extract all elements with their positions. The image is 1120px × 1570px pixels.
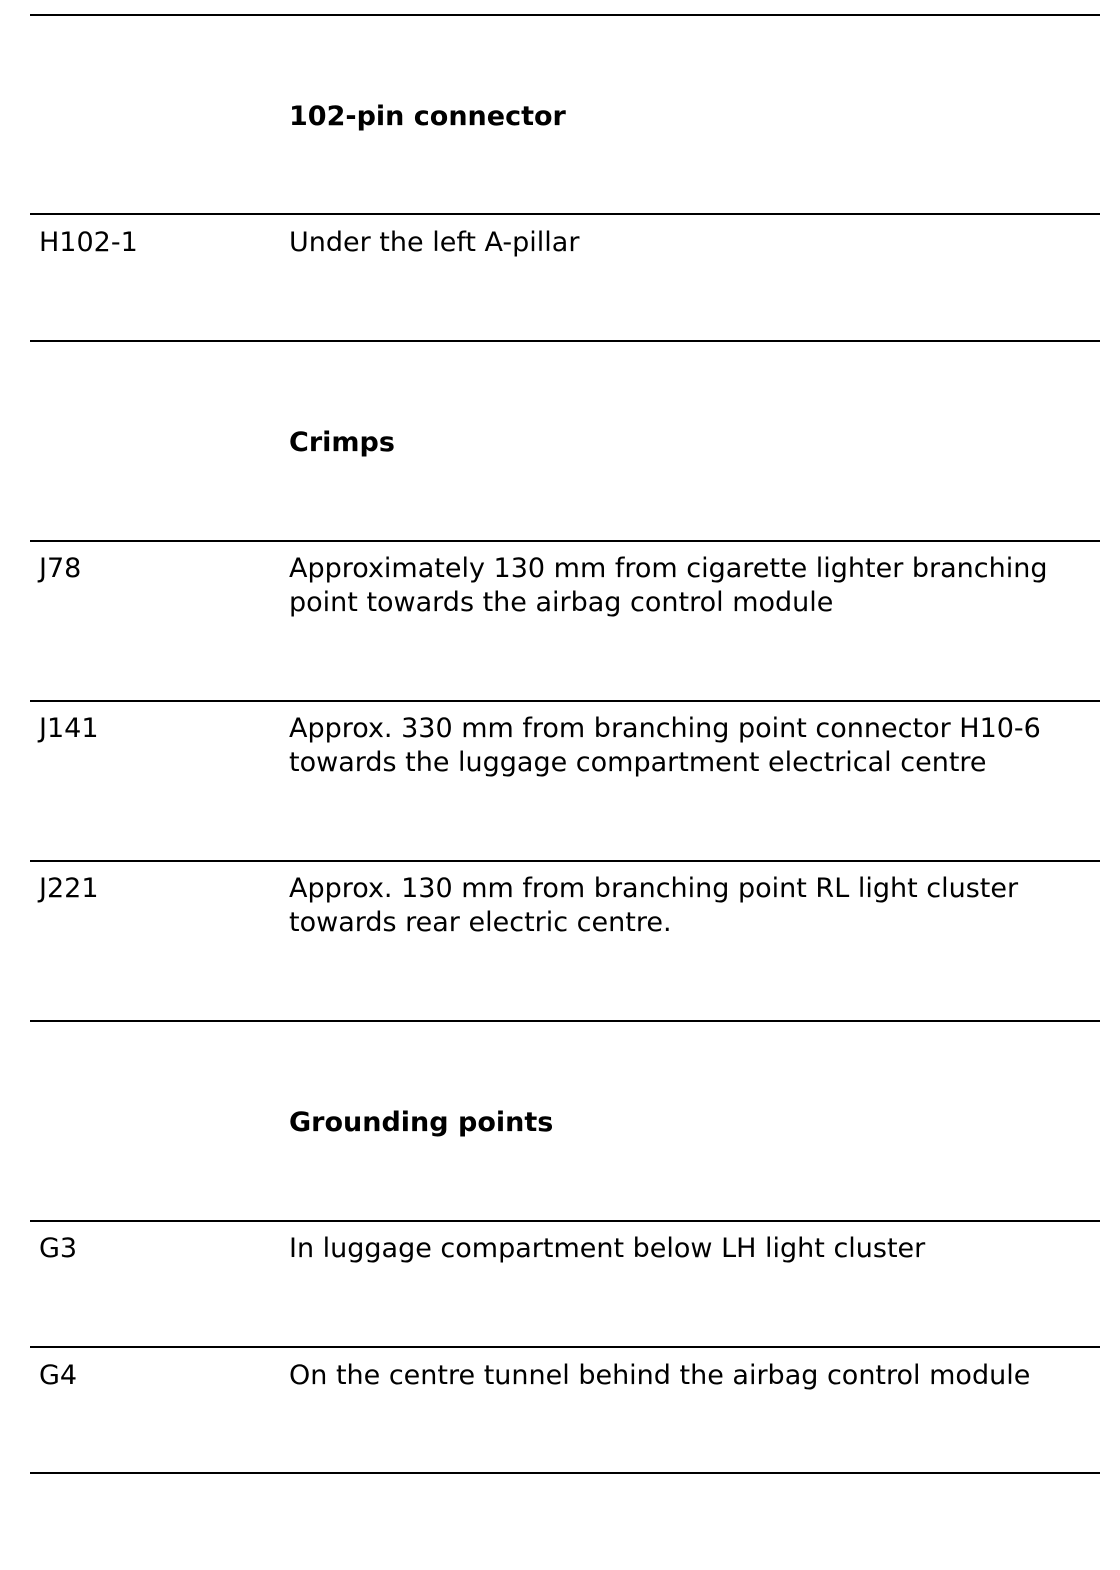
row-description <box>289 1359 1094 1393</box>
row-code: J78 <box>39 553 82 584</box>
row-description <box>289 1232 1094 1266</box>
table-rule <box>30 1220 1100 1222</box>
row-code: G4 <box>39 1360 78 1391</box>
table-rule <box>30 340 1100 342</box>
table-rule <box>30 213 1100 215</box>
row-code: J141 <box>39 713 99 744</box>
row-description <box>289 552 1094 620</box>
description-line: Approx. 330 mm from branching point connector H10-6 <box>289 713 1041 744</box>
description-line: towards rear electric centre. <box>289 907 672 938</box>
row-description <box>289 226 1094 260</box>
description-line: On the centre tunnel behind the airbag control module <box>289 1360 1031 1391</box>
row-description <box>289 872 1094 940</box>
section-heading: 102-pin connector <box>289 101 566 132</box>
description-line: towards the luggage compartment electrical centre <box>289 747 987 778</box>
description-line: point towards the airbag control module <box>289 587 834 618</box>
row-description <box>289 712 1094 780</box>
table-rule <box>30 540 1100 542</box>
table-rule <box>30 1020 1100 1022</box>
section-heading: Crimps <box>289 427 395 458</box>
row-code: H102-1 <box>39 227 138 258</box>
table-rule <box>30 700 1100 702</box>
row-code: G3 <box>39 1233 78 1264</box>
description-line: Approx. 130 mm from branching point RL light cluster <box>289 873 1019 904</box>
description-line: Approximately 130 mm from cigarette lighter branching <box>289 553 1048 584</box>
description-line: In luggage compartment below LH light cluster <box>289 1233 926 1264</box>
description-line: Under the left A-pillar <box>289 227 580 258</box>
table-rule <box>30 14 1100 16</box>
table-rule <box>30 1472 1100 1474</box>
section-heading: Grounding points <box>289 1107 554 1138</box>
row-code: J221 <box>39 873 99 904</box>
table-rule <box>30 1346 1100 1348</box>
table-rule <box>30 860 1100 862</box>
